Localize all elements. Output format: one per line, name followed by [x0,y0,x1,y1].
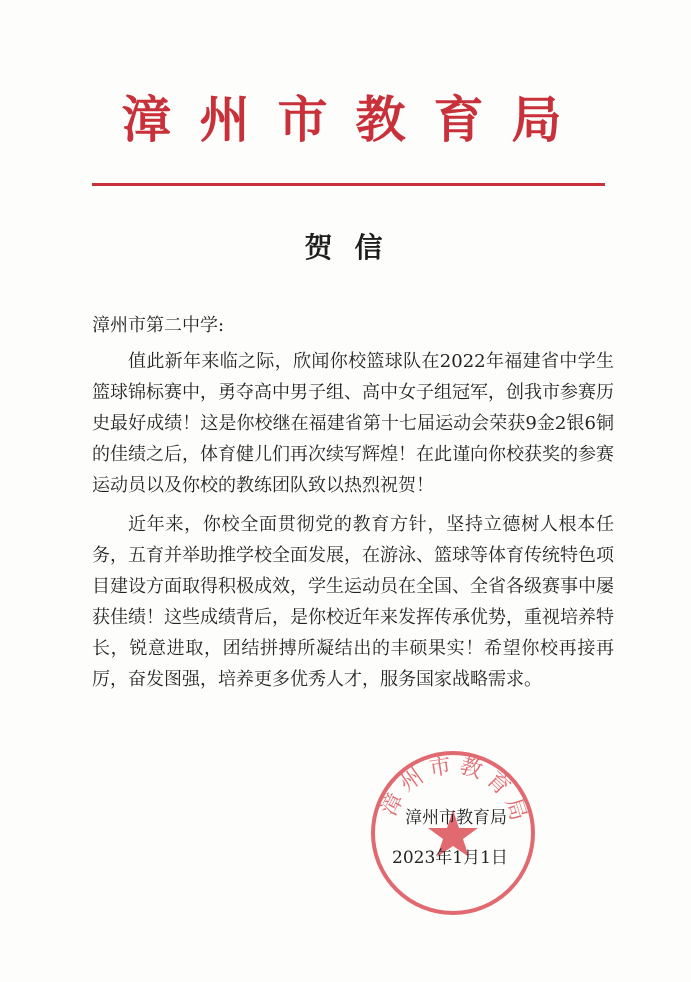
letter-title: 贺信 [304,231,405,264]
signature-date: 2023年1月1日 [392,848,508,868]
body-paragraph-1: 值此新年来临之际，欣闻你校篮球队在2022年福建省中学生篮球锦标赛中，勇夺高中男子组、高中女子组冠军，创我市参赛历史最好成绩！这是你校继在福建省第十七届运动会荣获9金2银6铜的佳绩之后，体育健儿们再次续写辉煌！在此谨向你校获奖的参赛运动员以及你校的教练团队致以热烈祝贺！ [92,351,614,496]
seal-text: 漳州市教育局 [376,752,533,830]
letterhead-title: 漳州市教育局 [121,90,590,149]
body-paragraph-2: 近年来，你校全面贯彻党的教育方针，坚持立德树人根本任务，五育并举助推学校全面发展，在游泳、篮球等体育传统特色项目建设方面取得积极成效，学生运动员在全国、全省各级赛事中屡获佳绩！这些成绩背后，是你校近年来发挥传承优势，重视培养特长，锐意进取，团结拼搏所凝结出的丰硕果实！希望你校再接再厉，奋发图强，培养更多优秀人才，服务国家战略需求。 [92,514,614,690]
letter-body [92,346,614,703]
salutation: 漳州市第二中学: [92,315,225,336]
letterhead-red-rule [92,183,605,186]
official-seal-icon [368,748,538,918]
signature-issuer: 漳州市教育局 [405,808,507,828]
